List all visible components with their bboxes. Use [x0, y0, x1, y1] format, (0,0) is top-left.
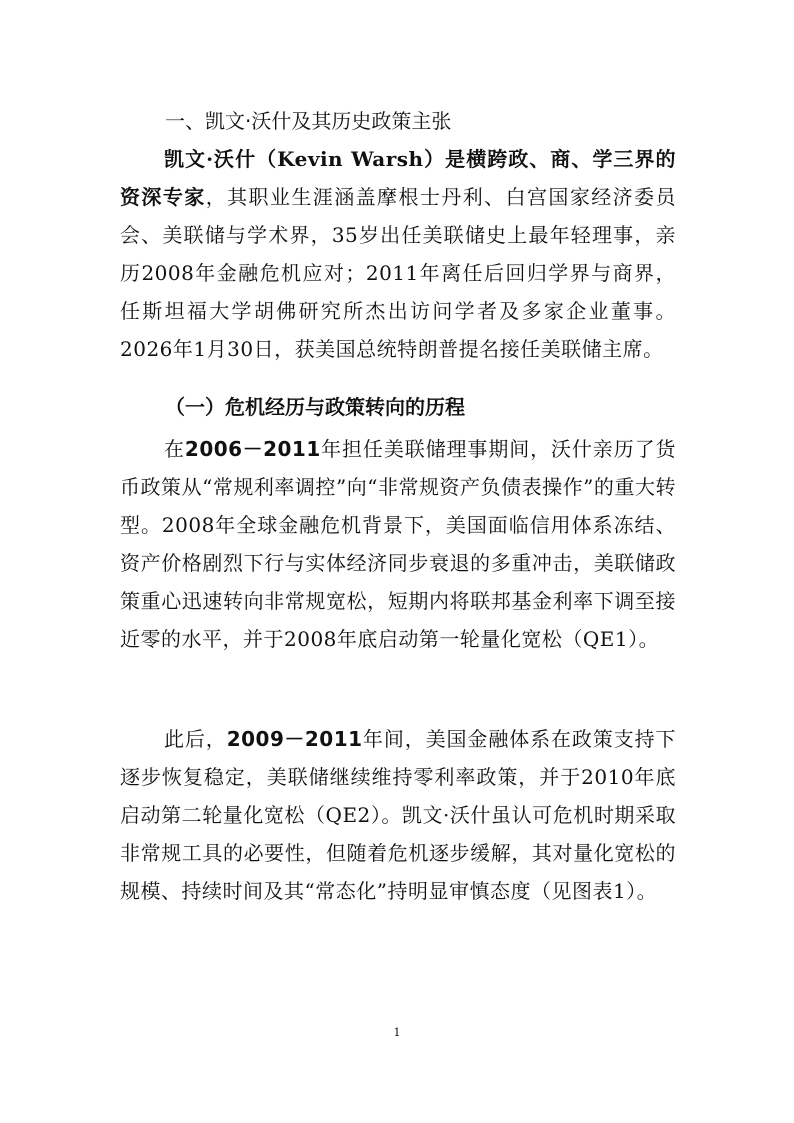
- intro-bold-lead: 凯文·沃什（Kevin Warsh）是横跨政、商、学三界的资深专家: [120, 147, 676, 209]
- aftermath-years: 2009－2011: [226, 727, 363, 751]
- subsection-heading: （一）危机经历与政策转向的历程: [165, 395, 465, 419]
- crisis-text: 年担任美联储理事期间，沃什亲历了货币政策从“常规利率调控”向“非常规资产负债表操作”的重大转型。2008年全球金融危机背景下，美国面临信用体系冻结、资产价格剧烈下行与实体经济同步衰退的多重冲击，美联储政策重心迅速转向非常规宽松，短期内将联邦基金利率下调至接近零的水平，并于2008年底启动第一轮量化宽松（QE1）。: [120, 437, 677, 651]
- paragraph-aftermath: [120, 720, 676, 910]
- paragraph-crisis: [120, 430, 676, 658]
- paragraph-intro: [120, 140, 676, 368]
- intro-text: ，其职业生涯涵盖摩根士丹利、白宫国家经济委员会、美联储与学术界，35岁出任美联储史上最年轻理事，亲历2008年金融危机应对；2011年离任后回归学界与商界，任斯坦福大学胡佛研究所杰出访问学者及多家企业董事。2026年1月30日，获美国总统特朗普提名接任美联储主席。: [120, 185, 677, 361]
- crisis-years: 2006－2011: [184, 437, 321, 461]
- crisis-text-start: 在: [164, 437, 185, 461]
- section-heading: 一、凯文·沃什及其历史政策主张: [165, 109, 452, 133]
- aftermath-text-start: 此后，: [164, 727, 227, 751]
- aftermath-text: 年间，美国金融体系在政策支持下逐步恢复稳定，美联储继续维持零利率政策，并于2010年底启动第二轮量化宽松（QE2）。凯文·沃什虽认可危机时期采取非常规工具的必要性，但随着危机逐步缓解，其对量化宽松的规模、持续时间及其“常态化”持明显审慎态度（见图表1）。: [120, 727, 677, 903]
- page-number: 1: [393, 1026, 401, 1039]
